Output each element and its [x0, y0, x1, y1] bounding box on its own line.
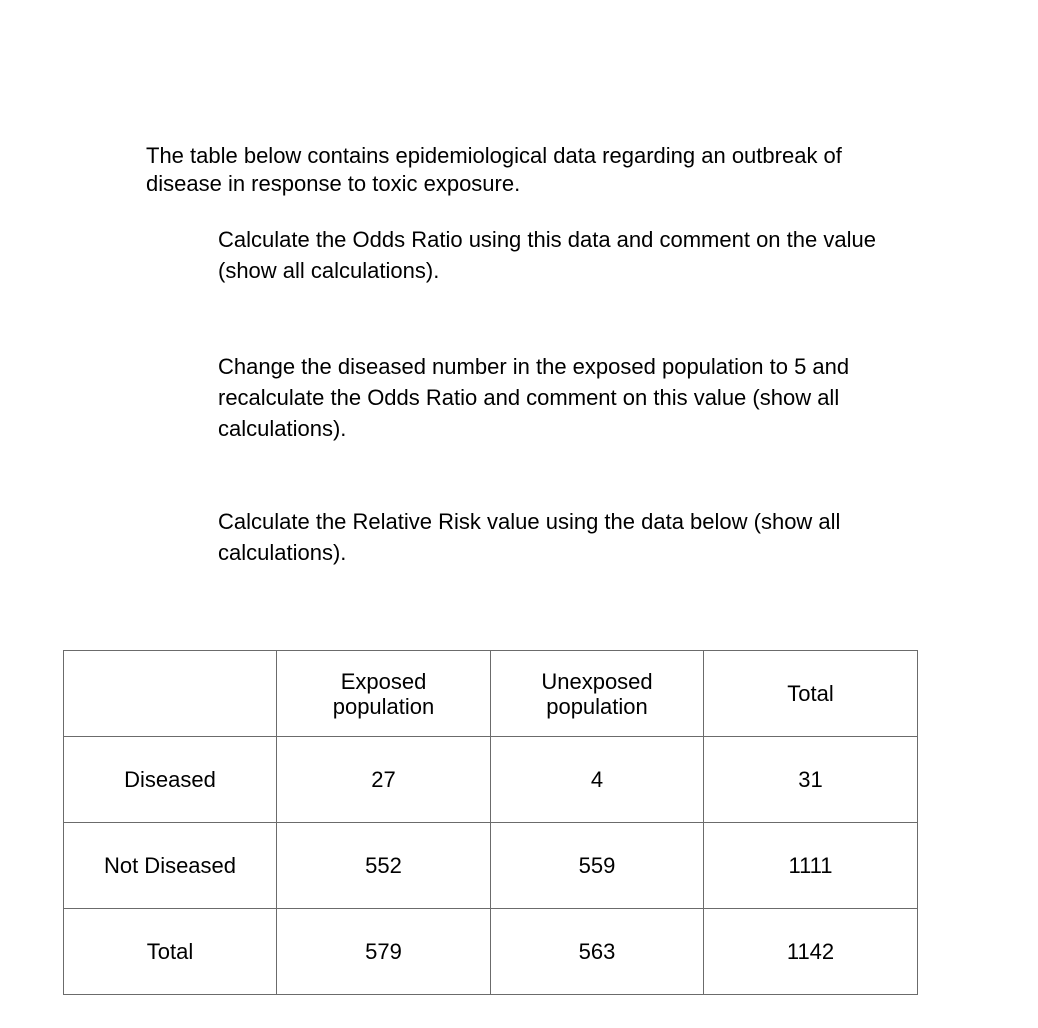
row-label-not-diseased: Not Diseased [64, 823, 277, 909]
cell-not-diseased-exposed: 552 [277, 823, 491, 909]
table-header-row [64, 651, 918, 737]
table-row [64, 823, 918, 909]
header-unexposed-population [491, 651, 704, 737]
epidemiology-table [63, 650, 918, 995]
cell-total-unexposed: 563 [491, 909, 704, 995]
row-label-diseased: Diseased [64, 737, 277, 823]
row-label-total: Total [64, 909, 277, 995]
table-row [64, 909, 918, 995]
cell-diseased-exposed: 27 [277, 737, 491, 823]
header-empty-cell [64, 651, 277, 737]
question-recalculate-odds-ratio: Change the diseased number in the exposed population to 5 and recalculate the Odds Ratio and comment on this value (show all calculations). [218, 354, 850, 441]
question-odds-ratio: Calculate the Odds Ratio using this data and comment on the value (show all calculations). [218, 227, 876, 283]
table-row [64, 737, 918, 823]
cell-not-diseased-total: 1111 [704, 823, 918, 909]
header-unexposed-label: Unexposed population [541, 668, 653, 719]
cell-not-diseased-unexposed: 559 [491, 823, 704, 909]
question-relative-risk: Calculate the Relative Risk value using the data below (show all calculations). [218, 509, 841, 565]
header-total: Total [704, 651, 918, 737]
header-exposed-population [277, 651, 491, 737]
cell-total-exposed: 579 [277, 909, 491, 995]
cell-total-total: 1142 [704, 909, 918, 995]
intro-paragraph: The table below contains epidemiological data regarding an outbreak of disease in response to toxic exposure. [146, 143, 842, 196]
cell-diseased-unexposed: 4 [491, 737, 704, 823]
cell-diseased-total: 31 [704, 737, 918, 823]
header-exposed-label: Exposed population [332, 668, 435, 719]
